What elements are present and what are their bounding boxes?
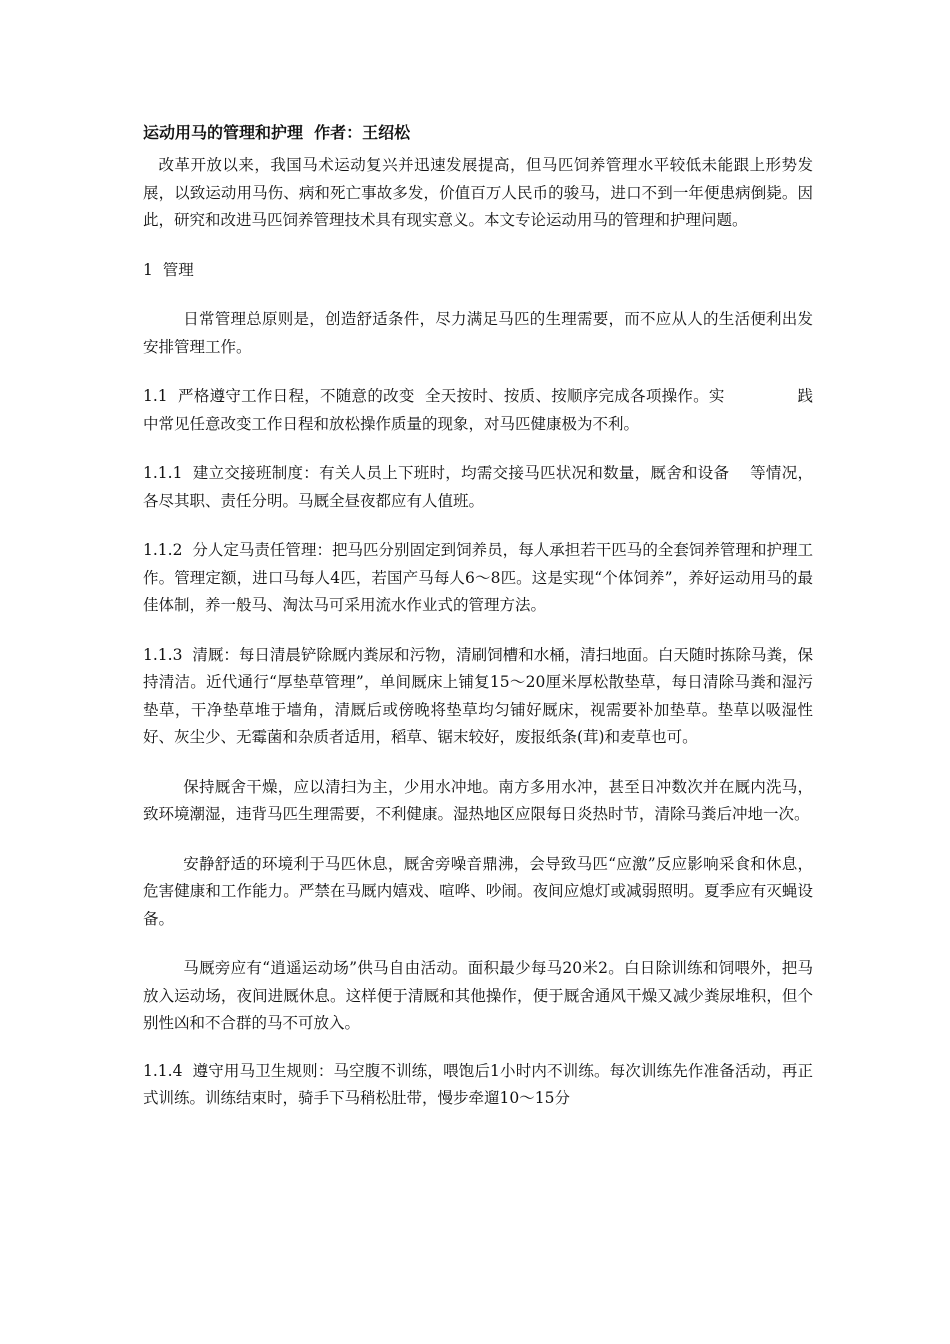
document-page xyxy=(143,120,813,1113)
section-1-1-2: 1.1.2 分人定马责任管理：把马匹分别固定到饲养员，每人承担若干匹马的全套饲养管理和护理工作。管理定额，进口马每人4匹，若国产马每人6～8匹。这是实现“个体饲养”，养好运动用马的最佳体制，养一般马、淘汰马可采用流水作业式的管理方法。 xyxy=(143,541,813,614)
section-1-1-1: 1.1.1 建立交接班制度：有关人员上下班时，均需交接马匹状况和数量，厩舍和设备 等情况，各尽其职、责任分明。马厩全昼夜都应有人值班。 xyxy=(143,464,813,510)
document-title: 运动用马的管理和护理 作者：王绍松 xyxy=(143,123,411,142)
paragraph-paddock: 马厩旁应有“逍遥运动场”供马自由活动。面积最少每马20米2。白日除训练和饲喂外，把马放入运动场，夜间进厩休息。这样便于清厩和其他操作，便于厩舍通风干燥又减少粪尿堆积，但个别性凶和不合群的马不可放入。 xyxy=(143,959,813,1032)
intro-paragraph: 改革开放以来，我国马术运动复兴并迅速发展提高，但马匹饲养管理水平较低未能跟上形势发展，以致运动用马伤、病和死亡事故多发，价值百万人民币的骏马，进口不到一年便患病倒毙。因此，研究和改进马匹饲养管理技术具有现实意义。本文专论运动用马的管理和护理问题。 xyxy=(143,156,813,229)
section-1-1: 1.1 严格遵守工作日程，不随意的改变 全天按时、按质、按顺序完成各项操作。实 践中常见任意改变工作日程和放松操作质量的现象，对马匹健康极为不利。 xyxy=(143,387,813,433)
paragraph-dry-stable: 保持厩舍干燥，应以清扫为主，少用水冲地。南方多用水冲，甚至日冲数次并在厩内洗马，致环境潮湿，违背马匹生理需要，不利健康。湿热地区应限每日炎热时节，清除马粪后冲地一次。 xyxy=(143,777,813,823)
section-1-heading: 1 管理 xyxy=(143,260,194,279)
section-1-1-3: 1.1.3 清厩：每日清晨铲除厩内粪尿和污物，清刷饲槽和水桶，清扫地面。白天随时拣除马粪，保持清洁。近代通行“厚垫草管理”，单间厩床上铺复15～20厘米厚松散垫草，每日清除马粪和湿污垫草，干净垫草堆于墙角，清厩后或傍晚将垫草均匀铺好厩床，视需要补加垫草。垫草以吸湿性好、灰尘少、无霉菌和杂质者适用，稻草、锯末较好，废报纸条(茸)和麦草也可。 xyxy=(143,645,813,746)
paragraph-quiet-environment: 安静舒适的环境利于马匹休息，厩舍旁噪音鼎沸，会导致马匹“应激”反应影响采食和休息，危害健康和工作能力。严禁在马厩内嬉戏、喧哗、吵闹。夜间应熄灯或减弱照明。夏季应有灭蝇设备。 xyxy=(143,854,813,928)
section-1-1-4: 1.1.4 遵守用马卫生规则：马空腹不训练，喂饱后1小时内不训练。每次训练先作准备活动，再正式训练。训练结束时，骑手下马稍松肚带，慢步牵遛10～15分 xyxy=(143,1061,813,1107)
section-1-principle: 日常管理总原则是，创造舒适条件，尽力满足马匹的生理需要，而不应从人的生活便利出发安排管理工作。 xyxy=(143,310,813,356)
